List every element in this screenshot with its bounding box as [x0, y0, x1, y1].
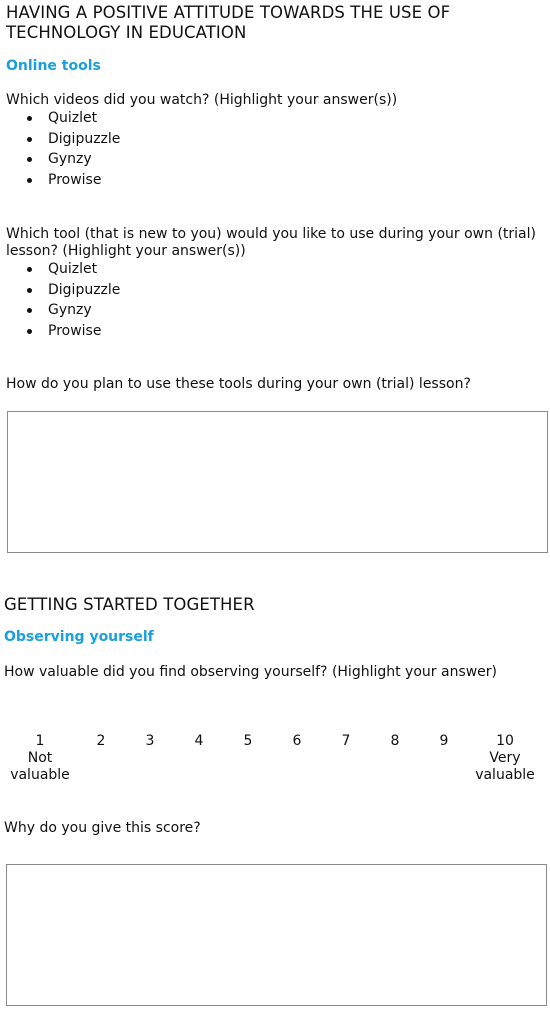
scale-option-6[interactable] — [282, 733, 312, 750]
scale-low-label-line-1: Not — [27, 750, 53, 766]
subtitle-online-tools: Online tools — [6, 58, 101, 74]
scale-option-8[interactable] — [380, 733, 410, 750]
option-quizlet[interactable]: Quizlet — [0, 259, 300, 280]
option-prowise[interactable]: Prowise — [0, 170, 300, 191]
option-quizlet[interactable]: Quizlet — [0, 108, 300, 129]
scale-option-10[interactable] — [465, 733, 545, 784]
option-gynzy[interactable]: Gynzy — [0, 300, 300, 321]
scale-option-7[interactable] — [331, 733, 361, 750]
section-title-line-1: HAVING A POSITIVE ATTITUDE TOWARDS THE USE OF — [6, 3, 451, 22]
option-prowise[interactable]: Prowise — [0, 321, 300, 342]
option-digipuzzle[interactable]: Digipuzzle — [0, 129, 300, 150]
option-gynzy[interactable]: Gynzy — [0, 149, 300, 170]
scale-number: 1 — [35, 733, 45, 749]
scale-number: 5 — [243, 733, 253, 749]
scale-option-1[interactable] — [0, 733, 80, 784]
scale-high-label-line-1: Very — [489, 750, 521, 766]
scale-number: 3 — [145, 733, 155, 749]
subtitle-observing-yourself: Observing yourself — [4, 629, 154, 645]
question-new-tool-line-1: Which tool (that is new to you) would you like to use during your own (trial) — [6, 226, 536, 242]
scale-number: 7 — [341, 733, 351, 749]
scale-option-5[interactable] — [233, 733, 263, 750]
section-title-getting-started: GETTING STARTED TOGETHER — [4, 595, 255, 614]
rating-scale — [0, 733, 550, 793]
question-why-score: Why do you give this score? — [4, 820, 201, 836]
question-valuable: How valuable did you find observing yourself? (Highlight your answer) — [4, 664, 498, 680]
scale-high-label-line-2: valuable — [475, 767, 535, 783]
scale-option-3[interactable] — [135, 733, 165, 750]
scale-number: 2 — [96, 733, 106, 749]
scale-option-9[interactable] — [429, 733, 459, 750]
question-videos-watched: Which videos did you watch? (Highlight your answer(s)) — [6, 92, 398, 108]
scale-number: 9 — [439, 733, 449, 749]
question-new-tool — [6, 226, 536, 260]
answer-box-plan-usage[interactable] — [7, 411, 548, 553]
section-title-technology — [6, 3, 450, 43]
option-digipuzzle[interactable]: Digipuzzle — [0, 280, 300, 301]
answer-box-why-score[interactable] — [6, 864, 547, 1006]
question-new-tool-line-2: lesson? (Highlight your answer(s)) — [6, 243, 246, 259]
videos-options-list — [0, 108, 300, 190]
new-tool-options-list — [0, 259, 300, 341]
scale-number: 6 — [292, 733, 302, 749]
scale-option-4[interactable] — [184, 733, 214, 750]
scale-number: 4 — [194, 733, 204, 749]
scale-number: 10 — [496, 733, 514, 749]
question-plan-usage: How do you plan to use these tools during your own (trial) lesson? — [6, 376, 471, 392]
scale-option-2[interactable] — [86, 733, 116, 750]
scale-low-label-line-2: valuable — [10, 767, 70, 783]
scale-number: 8 — [390, 733, 400, 749]
section-title-line-2: TECHNOLOGY IN EDUCATION — [6, 23, 247, 42]
